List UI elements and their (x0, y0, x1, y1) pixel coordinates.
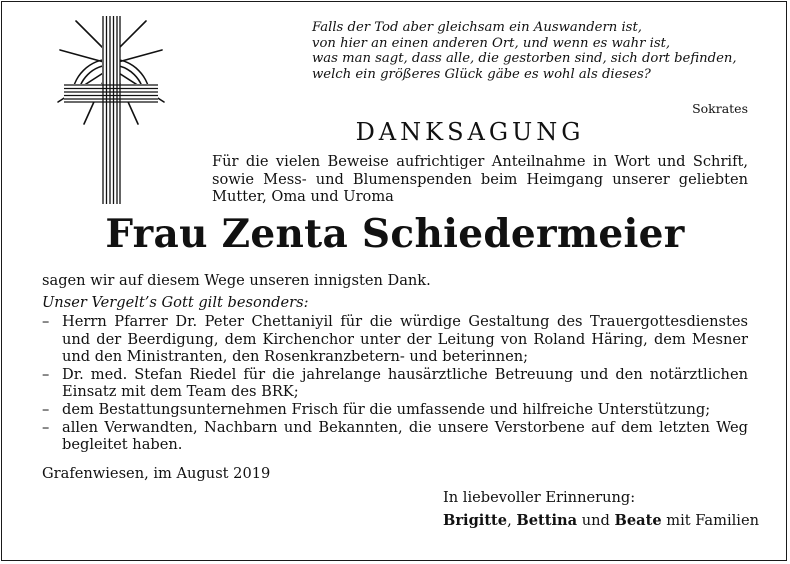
thanks-text: sagen wir auf diesem Wege unseren innigsten Dank. (42, 272, 431, 289)
quote (312, 20, 762, 82)
list-item-text: Dr. med. Stefan Riedel für die jahrelange hausärztliche Betreuung und den notärztlichen Einsatz mit dem Team des BRK; (62, 365, 748, 401)
family-name: Bettina (516, 512, 578, 529)
quote-line: von hier an einen anderen Ort, und wenn es wahr ist, (312, 35, 671, 51)
page-title: DANKSAGUNG (355, 118, 585, 146)
dash-bullet: – (42, 400, 50, 418)
family-suffix: mit Familien (661, 512, 759, 529)
family-signature (443, 512, 759, 529)
list-item (42, 401, 748, 419)
dash-bullet: – (42, 418, 50, 436)
memory-line: In liebevoller Erinnerung: (443, 489, 636, 506)
list-item (42, 419, 748, 454)
deceased-name: Frau Zenta Schiedermeier (105, 211, 685, 257)
separator: , (507, 512, 517, 529)
list-item-text: Herrn Pfarrer Dr. Peter Chettaniyil für die würdige Gestaltung des Trauergottesdienstes und der Beerdigung, dem Kirchenchor unter der Leitung von Roland Häring, dem Mesner und den Ministranten, den Rosenkranzbetern- und beterinnen; (62, 313, 748, 366)
list-item-text: dem Bestattungsunternehmen Frisch für die umfassende und hilfreiche Unterstützung; (62, 400, 711, 418)
cross-with-rays-icon (52, 12, 170, 208)
dash-bullet: – (42, 365, 50, 383)
list-item (42, 313, 748, 366)
intro-text: Für die vielen Beweise aufrichtiger Anteilnahme in Wort und Schrift, sowie Mess- und Blumenspenden beim Heimgang unserer geliebten Mutter, Oma und Uroma (212, 153, 748, 205)
quote-line: welch ein größeres Glück gäbe es wohl als dieses? (312, 66, 651, 82)
family-name: Beate (614, 512, 662, 529)
thanks-list (42, 313, 748, 454)
separator: und (577, 512, 615, 529)
list-item-text: allen Verwandten, Nachbarn und Bekannten, die unsere Verstorbene auf dem letzten Weg begleitet haben. (62, 418, 748, 454)
place-date: Grafenwiesen, im August 2019 (42, 465, 271, 482)
quote-line: was man sagt, dass alle, die gestorben sind, sich dort befinden, (312, 51, 737, 66)
special-thanks-heading: Unser Vergelt’s Gott gilt besonders: (42, 294, 309, 311)
list-item (42, 366, 748, 401)
quote-author: Sokrates (692, 101, 748, 116)
family-name: Brigitte (443, 512, 508, 529)
dash-bullet: – (42, 313, 50, 330)
quote-line: Falls der Tod aber gleichsam ein Auswandern ist, (312, 20, 642, 35)
